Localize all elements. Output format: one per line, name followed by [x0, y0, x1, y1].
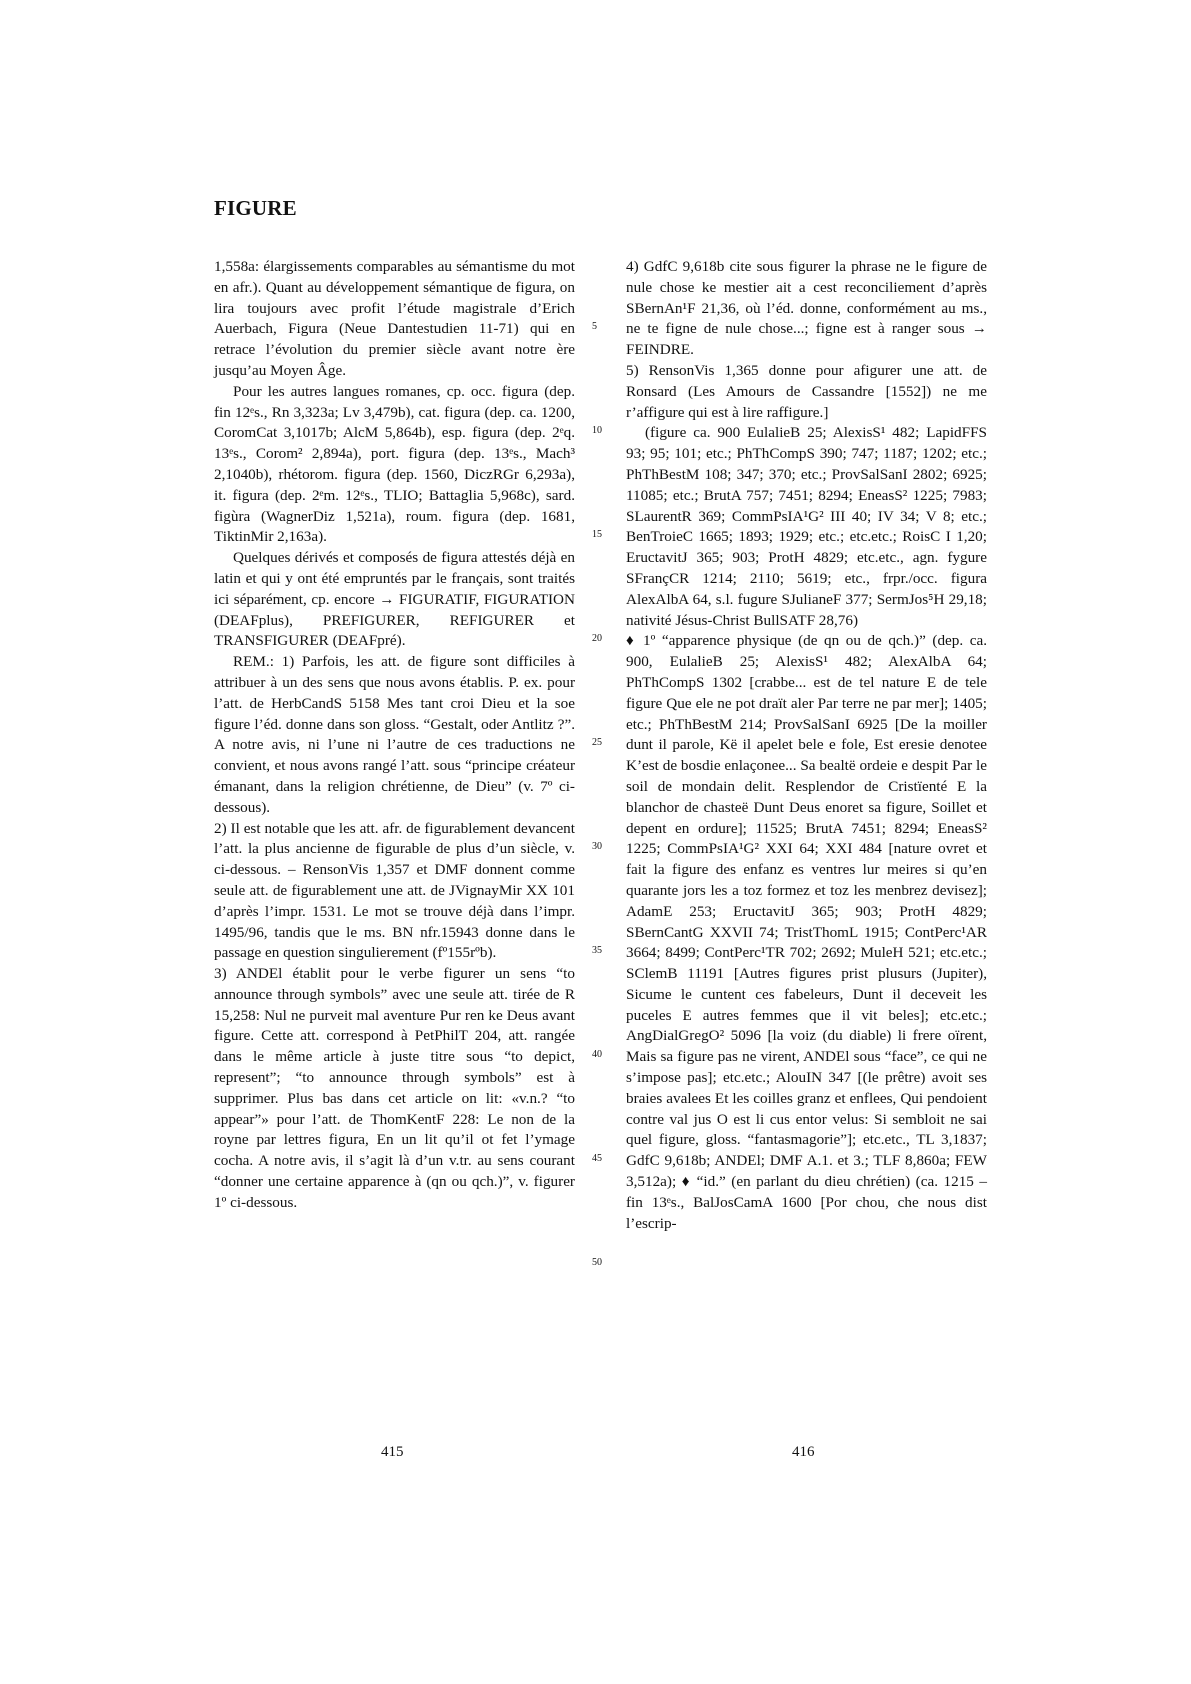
line-number: 25 — [592, 737, 602, 748]
paragraph: REM.: 1) Parfois, les att. de figure sont difficiles à attribuer à un des sens que nous avons établis. P. ex. pour l’att. de HerbCandS 5158 Mes tant croi Dieu et la soe figure l’éd. donne dans son gloss. “Gestalt, oder Antlitz ?”. A notre avis, ni l’une ni l’autre de ces traductions ne convient, et nous avons rangé l’att. sous “principe créateur émanant, dans la religion chrétienne, de Dieu” (v. 7º ci-dessous). — [214, 653, 575, 816]
paragraph: 3) ANDEl établit pour le verbe figurer un sens “to announce through symbols” avec une seule att. tirée de R 15,258: Nul ne purveit mal aventure Pur ren ke Deus avant figure. Cette att. correspond à PetPhilT 204, att. rangée dans le même article à juste titre sous “to depict, represent”; “to announce through symbols” est à supprimer. Plus bas dans cet article on lit: «v.n.? “to appear”» pour l’att. de ThomKentF 228: Le non de la royne par lettres figura, En un lit qu’il ot fet l’ymage cocha. A notre avis, il s’agit là d’un v.tr. au sens courant “donner une certaine apparence à (qn ou qch.)”, v. figurer 1º ci-dessous. — [214, 965, 575, 1211]
paragraph: 4) GdfC 9,618b cite sous figurer la phrase ne le figure de nule chose ke mestier ait a cest reconciliement d’après SBernAn¹F 21,36, où l’éd. donne, conformément au ms., ne te figne de nule chose...; figne est à ranger sous → FEINDRE. — [626, 258, 987, 359]
line-number: 15 — [592, 529, 602, 540]
line-number: 10 — [592, 425, 602, 436]
paragraph: 2) Il est notable que les att. afr. de figurablement devancent l’att. la plus ancienne de figurable de plus d’un siècle, v. ci-dessous. – RensonVis 1,357 et DMF donnent comme seule att. de figurablement une att. de JVignayMir XX 101 d’après l’impr. 1531. Le mot se trouve déjà dans l’impr. 1495/96, tandis que le ms. BN nfr.15943 donne dans le passage en question singulierement (fº155rºb). — [214, 819, 575, 962]
line-number: 50 — [592, 1257, 602, 1268]
paragraph: 1,558a: élargissements comparables au sémantisme du mot en afr.). Quant au développement sémantique de figura, on lira toujours avec profit l’étude magistrale d’Erich Auerbach, Figura (Neue Dantestudien 11-71) qui en retrace l’évolution du premier siècle avant notre ère jusqu’au Moyen Âge. — [214, 258, 575, 379]
page-number-right: 416 — [792, 1444, 815, 1460]
line-number: 45 — [592, 1153, 602, 1164]
paragraph: (figure ca. 900 EulalieB 25; AlexisS¹ 482; LapidFFS 93; 95; 101; etc.; PhThCompS 390; 747; 1187; 1202; etc.; PhThBestM 108; 347; 370; etc.; ProvSalSanI 2802; 6925; 11085; etc.; BrutA 757; 7451; 8294; EneasS² 1225; 7983; SLaurentR 369; CommPsIA¹G² III 40; IV 34; V 8; etc.; BenTroieC 1665; 1893; 1929; etc.; etc.etc.; RoisC I 1,20; EructavitJ 365; 903; ProtH 4829; etc.etc., agn. fygure SFrançCR 1214; 2110; 5619; etc., frpr./occ. figura AlexAlbA 64, s.l. fugure SJulianeF 377; SermJos⁵H 29,18; nativité Jésus-Christ BullSATF 28,76) — [626, 424, 987, 629]
page-title: FIGURE — [214, 196, 297, 220]
line-number: 30 — [592, 841, 602, 852]
left-column — [214, 257, 575, 1214]
line-number: 5 — [592, 321, 597, 332]
line-number: 40 — [592, 1049, 602, 1060]
line-number: 20 — [592, 633, 602, 644]
paragraph: ♦ 1º “apparence physique (de qn ou de qch.)” (dep. ca. 900, EulalieB 25; AlexisS¹ 482; AlexAlbA 64; PhThCompS 1302 [crabbe... est de tel nature E de tele figure Que ele ne pot draït aler Par terre ne par mer]; 1405; etc.; PhThBestM 214; ProvSalSanI 6925 [De la moiller dunt il parole, Kë il apelet bele e fole, Est eresie denotee K’est de bosdie enlaçonee... Sa bealtë ordeie e despit Par le soil de mondain delit. Resplendor de Cristïenté E la blanchor de chasteë Dunt Deus enoret sa figure, Soillet et depent en ordure]; 11525; BrutA 7451; 8294; EneasS² 1225; CommPsIA¹G² XXI 64; XXI 484 [nature ovret et fait la figure des enfanz es ventres lur meires si qu’en quarante jors les a toz formez et toz les menbrez devisez]; AdamE 253; EructavitJ 365; 903; ProtH 4829; SBernCantG XXVII 74; TristThomL 1915; ContPerc¹AR 3664; 8499; ContPerc¹TR 702; 2692; MuleH 521; etc.etc.; SClemB 11191 [Autres figures prist plusurs (Jupiter), Sicume le cuntent ces fabeleurs, Dunt il deceveit les puceles E autres femmes que il vit beles]; etc.etc.; AngDialGregO² 5096 [la voiz (du diable) li frere oïrent, Mais sa figure pas ne virent, ANDEl sous “face”, ce qui ne s’impose pas]; etc.etc.; AlouIN 347 [(le prêtre) avoit ses braies avalees Et les coilles granz et enflees, Qui pendoient contre val jus O est li cus entor velus: Si sembloit ne sai quel figure, gloss. “fantasmagorie”]; etc.etc., TL 3,1837; GdfC 9,618b; ANDEl; DMF A.1. et 3.; TLF 8,860a; FEW 3,512a); ♦ “id.” (en parlant du dieu chrétien) (ca. 1215 – fin 13ᵉs., BalJosCamA 1600 [Por chou, che nous dist l’escrip- — [626, 632, 987, 1232]
line-number: 35 — [592, 945, 602, 956]
paragraph: 5) RensonVis 1,365 donne pour afigurer une att. de Ronsard (Les Amours de Cassandre [1552]) ne me r’affigure qui est à lire raffigure.] — [626, 361, 987, 421]
paragraph: Quelques dérivés et composés de figura attestés déjà en latin et qui y ont été empruntés par le français, sont traités ici séparément, cp. encore → FIGURATIF, FIGURATION (DEAFplus), PREFIGURER, REFIGURER et TRANSFIGURER (DEAFpré). — [214, 549, 575, 650]
paragraph: Pour les autres langues romanes, cp. occ. figura (dep. fin 12ᵉs., Rn 3,323a; Lv 3,479b), cat. figura (dep. ca. 1200, CoromCat 3,1017b; AlcM 5,864b), esp. figura (dep. 2ᵉq. 13ᵉs., Corom² 2,894a), port. figura (dep. 13ᵉs., Mach³ 2,1040b), rhétorom. figura (dep. 1560, DiczRGr 6,293a), it. figura (dep. 2ᵉm. 12ᵉs., TLIO; Battaglia 5,968c), sard. figùra (WagnerDiz 1,521a), roum. figura (dep. 1681, TiktinMir 2,163a). — [214, 382, 575, 546]
page-number-left: 415 — [381, 1444, 404, 1460]
right-column — [626, 257, 987, 1234]
